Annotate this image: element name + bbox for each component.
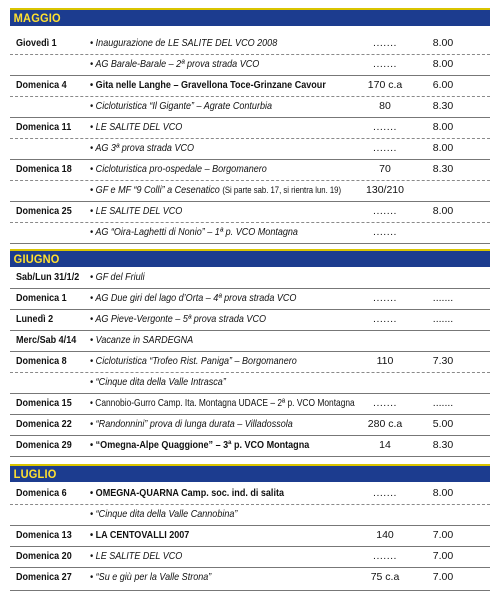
row-event: • LE SALITE DEL VCO	[90, 205, 183, 217]
row-time: 8.30	[432, 439, 454, 451]
table-row	[10, 525, 490, 546]
row-km: 110	[376, 355, 394, 367]
row-day: Sab/Lun 31/1/2	[16, 271, 80, 283]
table-row	[10, 414, 490, 435]
row-event: • AG Due giri del lago d’Orta – 4ª prova strada VCO	[90, 292, 297, 304]
table-row	[10, 222, 490, 243]
row-time: .......	[432, 292, 454, 304]
row-day: Domenica 4	[16, 79, 67, 91]
row-day: Domenica 25	[16, 205, 72, 217]
row-time: 7.00	[432, 550, 454, 562]
row-event: • Gita nelle Langhe – Gravellona Toce-Grinzane Cavour	[90, 79, 326, 91]
row-time: 8.00	[432, 487, 454, 499]
table-row	[10, 75, 490, 96]
table-row	[10, 435, 490, 456]
row-day: Domenica 20	[16, 550, 72, 562]
row-day: Domenica 11	[16, 121, 72, 133]
row-event: • LE SALITE DEL VCO	[90, 550, 183, 562]
row-km: .......	[373, 37, 397, 49]
row-time: 7.00	[432, 529, 454, 541]
row-event: • LA CENTOVALLI 2007	[90, 529, 190, 541]
row-km: .......	[373, 397, 397, 409]
table-row	[10, 288, 490, 309]
table-row	[10, 393, 490, 414]
table-row	[10, 483, 490, 504]
row-day: Domenica 27	[16, 571, 72, 583]
table-row	[10, 180, 490, 201]
row-day: Domenica 18	[16, 163, 72, 175]
table-row	[10, 351, 490, 372]
row-time: 7.00	[432, 571, 454, 583]
month-header-maggio: MAGGIO	[10, 8, 490, 26]
table-row	[10, 159, 490, 180]
row-event: • “Omegna-Alpe Quaggione” – 3ª p. VCO Montagna	[90, 439, 310, 451]
month-header-giugno: GIUGNO	[10, 249, 490, 267]
table-row	[10, 309, 490, 330]
row-km: .......	[373, 226, 397, 238]
row-km: 130/210	[366, 184, 404, 196]
row-time: 8.00	[432, 205, 454, 217]
row-event: • “Cinque dita della Valle Intrasca”	[90, 376, 226, 388]
row-day: Lunedì 2	[16, 313, 54, 325]
row-time: 7.30	[432, 355, 454, 367]
row-event: • “Su e giù per la Valle Strona”	[90, 571, 212, 583]
row-time: 8.00	[432, 142, 454, 154]
row-event: • Cicloturistica pro-ospedale – Borgomanero	[90, 163, 267, 175]
row-km: .......	[373, 205, 397, 217]
row-event: • LE SALITE DEL VCO	[90, 121, 183, 133]
row-divider	[10, 590, 490, 591]
row-time: 8.00	[432, 121, 454, 133]
row-km: .......	[373, 121, 397, 133]
row-km: 14	[379, 439, 391, 451]
row-event: • AG “Oira-Laghetti di Nonio” – 1ª p. VCO Montagna	[90, 226, 298, 238]
row-km: 75 c.a	[370, 571, 400, 583]
table-row	[10, 330, 490, 351]
row-event: • Cicloturistica “Trofeo Rist. Paniga” – Borgomanero	[90, 355, 297, 367]
row-event: • Inaugurazione de LE SALITE DEL VCO 2008	[90, 37, 278, 49]
row-time: 8.00	[432, 58, 454, 70]
row-time: .......	[432, 313, 454, 325]
event-title: • GF e MF “9 Colli” a Cesenatico	[90, 184, 220, 196]
row-km: 280 c.a	[367, 418, 403, 430]
row-day: Giovedì 1	[16, 37, 57, 49]
table-row	[10, 33, 490, 54]
row-time: 8.00	[432, 37, 454, 49]
row-event: • AG Barale-Barale – 2ª prova strada VCO	[90, 58, 260, 70]
row-day: Domenica 29	[16, 439, 72, 451]
row-event	[90, 180, 341, 201]
section-divider	[10, 456, 490, 457]
row-km: .......	[373, 292, 397, 304]
row-event: • Cicloturistica “Il Gigante” – Agrate Conturbia	[90, 100, 273, 112]
table-row	[10, 567, 490, 588]
row-day: Domenica 8	[16, 355, 67, 367]
month-header-luglio: LUGLIO	[10, 464, 490, 482]
row-day: Domenica 1	[16, 292, 67, 304]
row-time: 8.30	[432, 163, 454, 175]
row-km: .......	[373, 142, 397, 154]
row-time: .......	[432, 397, 454, 409]
table-row	[10, 201, 490, 222]
row-km: .......	[373, 313, 397, 325]
row-km: .......	[373, 487, 397, 499]
row-event: • Cannobio-Gurro Camp. Ita. Montagna UDACE – 2ª p. VCO Montagna	[90, 397, 355, 409]
row-time: 6.00	[432, 79, 454, 91]
table-row	[10, 504, 490, 525]
row-day: Domenica 13	[16, 529, 72, 541]
row-km: 140	[376, 529, 394, 541]
row-day: Domenica 22	[16, 418, 72, 430]
row-event: • AG Pieve-Vergonte – 5ª prova strada VCO	[90, 313, 266, 325]
row-event: • Vacanze in SARDEGNA	[90, 334, 194, 346]
row-time: 5.00	[432, 418, 454, 430]
row-day: Domenica 6	[16, 487, 67, 499]
row-km: 170 c.a	[367, 79, 403, 91]
table-row	[10, 546, 490, 567]
row-event: • GF del Friuli	[90, 271, 145, 283]
row-km: 80	[379, 100, 391, 112]
table-row	[10, 138, 490, 159]
row-km: 70	[379, 163, 391, 175]
table-row	[10, 267, 490, 288]
table-row	[10, 372, 490, 393]
event-note: (Si parte sab. 17, si rientra lun. 19)	[222, 185, 342, 195]
row-event: • “Randonnini” prova di lunga durata – Villadossola	[90, 418, 293, 430]
row-event: • “Cinque dita della Valle Cannobina”	[90, 508, 238, 520]
table-row	[10, 54, 490, 75]
section-divider	[10, 243, 490, 244]
row-event: • OMEGNA-QUARNA Camp. soc. ind. di salita	[90, 487, 284, 499]
row-day: Merc/Sab 4/14	[16, 334, 77, 346]
row-km: .......	[373, 550, 397, 562]
table-row	[10, 117, 490, 138]
table-row	[10, 96, 490, 117]
row-event: • AG 3ª prova strada VCO	[90, 142, 195, 154]
row-time: 8.30	[432, 100, 454, 112]
row-day: Domenica 15	[16, 397, 72, 409]
row-km: .......	[373, 58, 397, 70]
